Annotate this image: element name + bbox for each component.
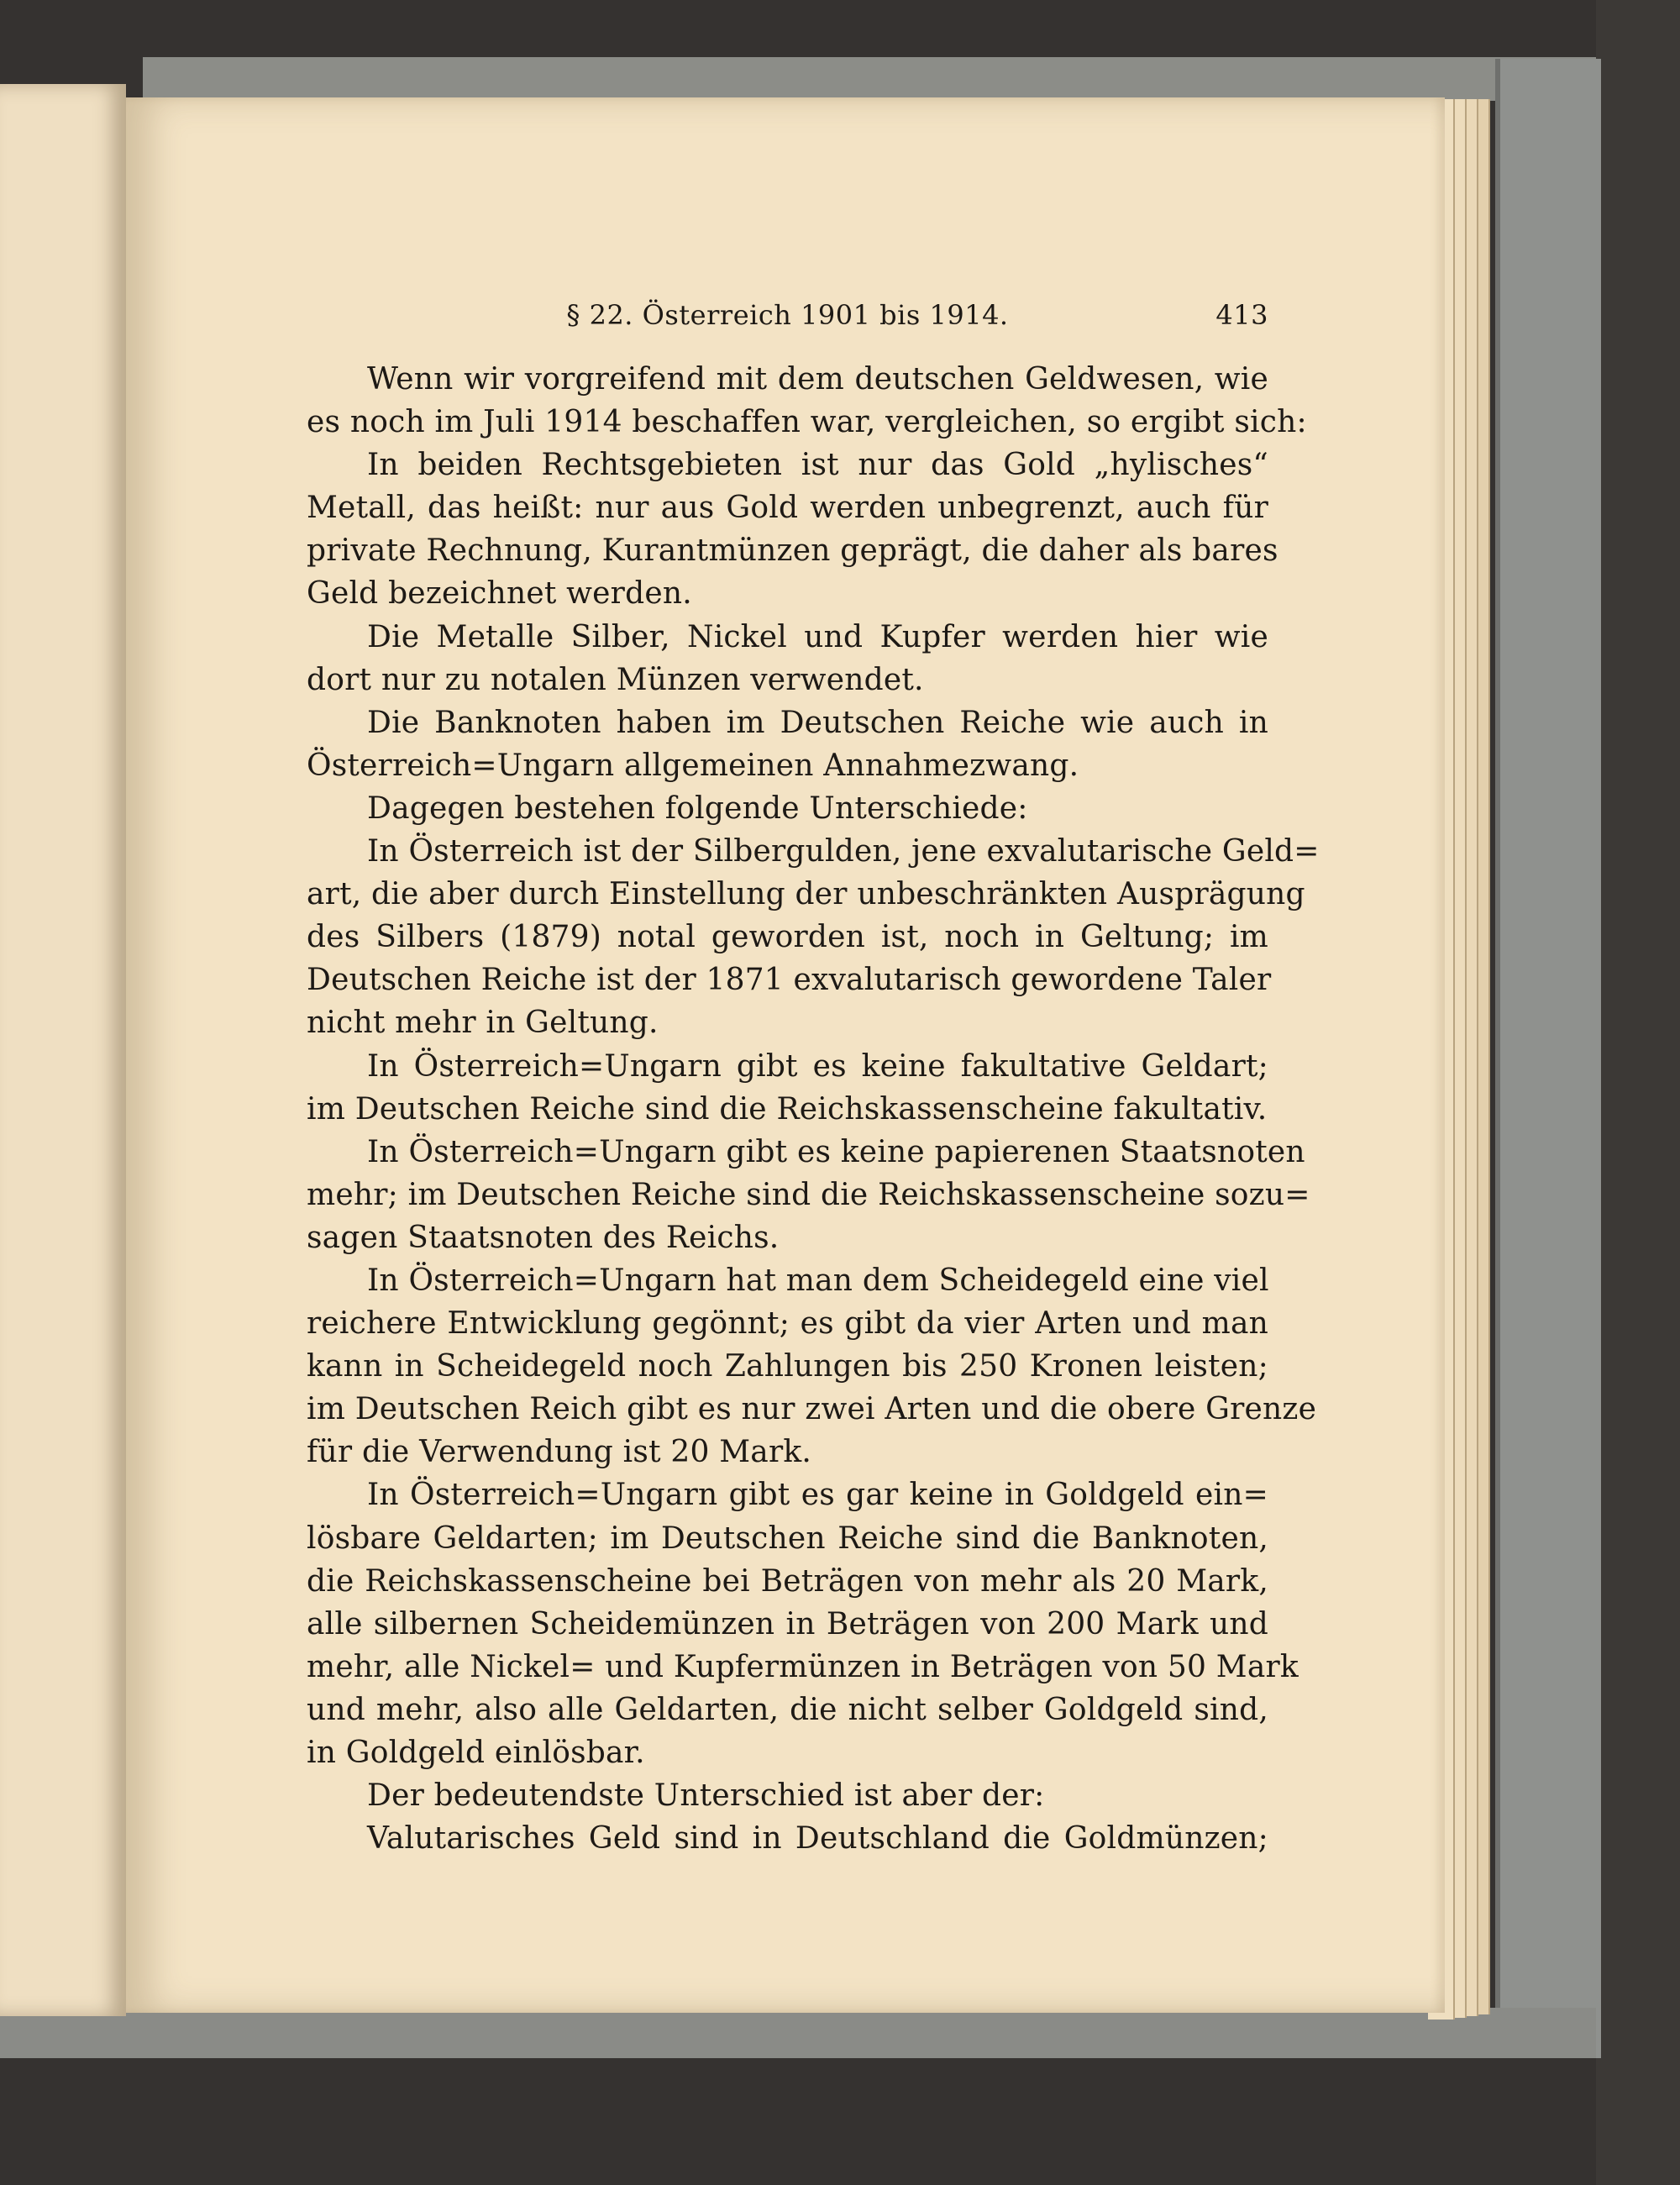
text-line: Valutarisches Geld sind in Deutschland die Goldmünzen; <box>367 1821 1268 1857</box>
text-line: für die Verwendung ist 20 Mark. <box>307 1435 812 1470</box>
running-head <box>307 299 1268 358</box>
text-line: Die Metalle Silber, Nickel und Kupfer werden hier wie <box>367 619 1268 654</box>
text-line: lösbare Geldarten; im Deutschen Reiche sind die Banknoten, <box>307 1521 1268 1556</box>
text-line: In Österreich=Ungarn gibt es keine fakultative Geldart; <box>367 1048 1268 1084</box>
text-line: private Rechnung, Kurantmünzen geprägt, die daher als bares <box>307 533 1278 569</box>
text-line: Die Banknoten haben im Deutschen Reiche wie auch in <box>367 705 1268 740</box>
text-line: nicht mehr in Geltung. <box>307 1006 659 1041</box>
text-line: mehr, alle Nickel= und Kupfermünzen in Beträgen von 50 Mark <box>307 1649 1299 1684</box>
text-line: im Deutschen Reiche sind die Reichskassenscheine fakultativ. <box>307 1091 1268 1127</box>
text-line: In Österreich=Ungarn gibt es keine papierenen Staatsnoten <box>367 1134 1305 1169</box>
text-line: Deutschen Reiche ist der 1871 exvalutarisch gewordene Taler <box>307 963 1272 998</box>
text-line: In Österreich=Ungarn hat man dem Scheidegeld eine viel <box>367 1263 1269 1298</box>
text-line: alle silbernen Scheidemünzen in Beträgen von 200 Mark und <box>307 1606 1268 1641</box>
text-block <box>307 299 1320 1860</box>
text-line: mehr; im Deutschen Reiche sind die Reichskassenscheine sozu= <box>307 1177 1310 1212</box>
text-line: in Goldgeld einlösbar. <box>307 1736 645 1770</box>
book-page <box>126 97 1445 2013</box>
text-line: reichere Entwicklung gegönnt; es gibt da vier Arten und man <box>307 1306 1268 1342</box>
text-line: kann in Scheidegeld noch Zahlungen bis 250 Kronen leisten; <box>307 1349 1268 1384</box>
cover-top-edge <box>143 57 1596 101</box>
page-number: 413 <box>1215 299 1268 331</box>
text-line: In beiden Rechtsgebieten ist nur das Gold „hylisches“ <box>367 448 1268 483</box>
text-line: und mehr, also alle Geldarten, die nicht selber Goldgeld sind, <box>307 1692 1268 1727</box>
text-line: Der bedeutendste Unterschied ist aber der: <box>367 1778 1045 1814</box>
text-line: art, die aber durch Einstellung der unbeschränkten Ausprägung <box>307 877 1305 912</box>
text-line: Metall, das heißt: nur aus Gold werden unbegrenzt, auch für <box>307 491 1268 526</box>
text-line: Dagegen bestehen folgende Unterschiede: <box>367 790 1028 826</box>
cover-bottom-edge <box>0 2008 1596 2058</box>
text-line: dort nur zu notalen Münzen verwendet. <box>307 662 924 697</box>
text-line: Wenn wir vorgreifend mit dem deutschen Geldwesen, wie <box>367 362 1268 397</box>
text-line: die Reichskassenscheine bei Beträgen von mehr als 20 Mark, <box>307 1563 1268 1599</box>
text-line: im Deutschen Reich gibt es nur zwei Arten und die obere Grenze <box>307 1392 1317 1427</box>
text-line: Österreich=Ungarn allgemeinen Annahmezwang. <box>307 748 1079 783</box>
text-line: sagen Staatsnoten des Reichs. <box>307 1220 780 1255</box>
body-text <box>307 358 1320 1860</box>
text-line: es noch im Juli 1914 beschaffen war, vergleichen, so ergibt sich: <box>307 405 1307 440</box>
cover-right-edge <box>1495 59 1601 2058</box>
left-page <box>0 84 126 2016</box>
running-head-title: § 22. Österreich 1901 bis 1914. <box>566 299 1009 331</box>
text-line: Geld bezeichnet werden. <box>307 576 692 612</box>
text-line: In Österreich ist der Silbergulden, jene exvalutarische Geld= <box>367 834 1320 869</box>
text-line: des Silbers (1879) notal geworden ist, noch in Geltung; im <box>307 920 1268 955</box>
text-line: In Österreich=Ungarn gibt es gar keine in Goldgeld ein= <box>367 1478 1268 1513</box>
